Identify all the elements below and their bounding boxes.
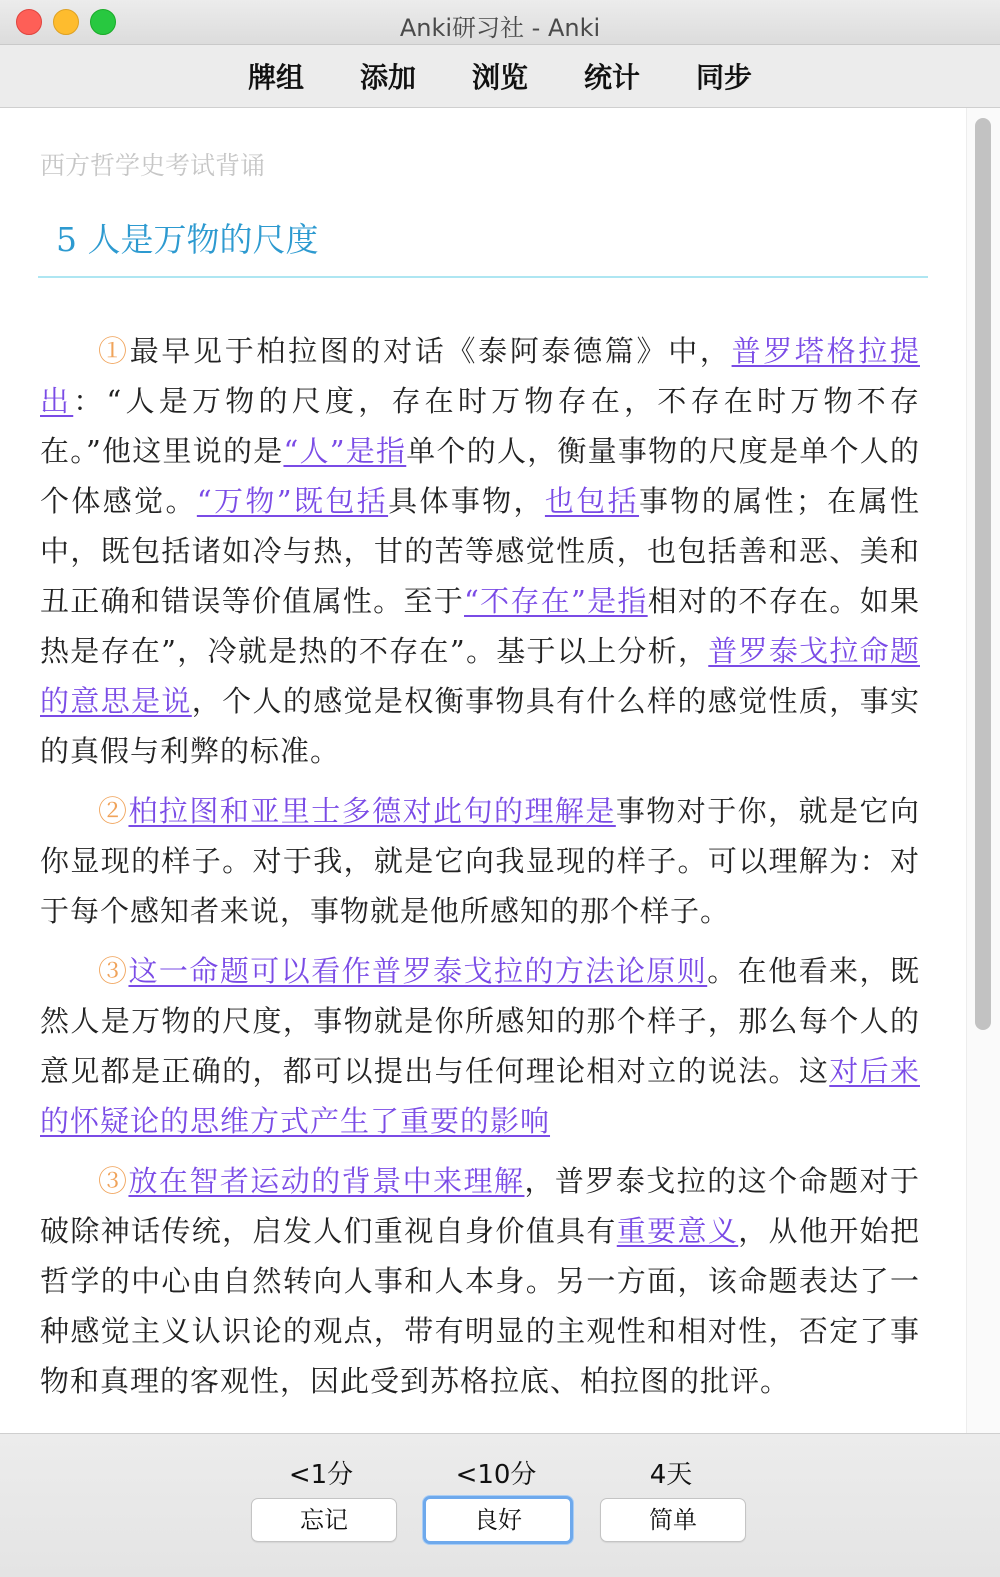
interval-easy: 4天 — [649, 1460, 693, 1490]
paragraph-number: ② — [98, 794, 129, 828]
answer-bar — [0, 1433, 1000, 1577]
window-title: Anki研习社 - Anki — [399, 14, 601, 42]
toolbar-stats[interactable]: 统计 — [583, 61, 640, 94]
easy-button[interactable]: 简单 — [600, 1498, 746, 1542]
highlighted-keyphrase: 柏拉图和亚里士多德对此句的理解是 — [128, 794, 616, 828]
again-button[interactable]: 忘记 — [251, 1498, 397, 1542]
paragraph-text: ，从他开始把哲学的中心由自然转向人事和人本身。另一方面，该命题表达了一种感觉主义认识论的观点，带有明显的主观性和相对性，否定了事物和真理的客观性，因此受到苏格拉底、柏拉图的批评。 — [40, 1214, 920, 1398]
good-button[interactable]: 良好 — [423, 1496, 573, 1544]
toolbar-sync[interactable]: 同步 — [695, 61, 752, 94]
heading-divider — [38, 276, 928, 278]
card-paragraph — [40, 1156, 920, 1406]
paragraph-number: ① — [98, 334, 130, 368]
paragraph-number: ③ — [98, 1164, 129, 1198]
highlighted-keyphrase: 也包括 — [544, 484, 640, 518]
highlighted-keyphrase: 放在智者运动的背景中来理解 — [128, 1164, 525, 1198]
card-body — [40, 326, 920, 1416]
interval-good: <10分 — [455, 1460, 537, 1490]
toolbar-decks[interactable]: 牌组 — [247, 61, 304, 94]
highlighted-keyphrase: “万物”既包括 — [196, 484, 389, 518]
toolbar-browse[interactable]: 浏览 — [471, 61, 528, 94]
content-scrollbar[interactable] — [966, 108, 1000, 1433]
highlighted-keyphrase: 这一命题可以看作普罗泰戈拉的方法论原则 — [128, 954, 708, 988]
paragraph-text: ，普罗泰戈拉的这个命题对于破除神话传统，启发人们重视自身价值具有 — [40, 1164, 920, 1248]
highlighted-keyphrase: 重要意义 — [616, 1214, 739, 1248]
card-paragraph — [40, 786, 920, 936]
title-bar — [0, 0, 1000, 45]
paragraph-text: 事物对于你，就是它向你显现的样子。对于我，就是它向我显现的样子。可以理解为：对于每个感知者来说，事物就是他所感知的那个样子。 — [40, 794, 920, 928]
highlighted-keyphrase: 普罗泰戈拉命题的意思是说 — [40, 634, 920, 718]
paragraph-number: ③ — [98, 954, 129, 988]
highlighted-keyphrase: 普罗塔格拉提出 — [40, 334, 920, 418]
paragraph-text: 具体事物， — [388, 484, 545, 518]
paragraph-text: ：“人是万物的尺度，存在时万物存在，不存在时万物不存在。”他这里说的是 — [40, 384, 920, 468]
deck-name: 西方哲学史考试背诵 — [40, 151, 266, 180]
paragraph-text: 相对的不存在。如果热是存在”，冷就是热的不存在”。基于以上分析， — [40, 584, 920, 668]
scrollbar-thumb[interactable] — [975, 118, 991, 1030]
paragraph-text: 最早见于柏拉图的对话《泰阿泰德篇》中， — [129, 334, 732, 368]
card-content — [0, 108, 966, 1433]
interval-again: <1分 — [288, 1460, 354, 1490]
highlighted-keyphrase: 对后来的怀疑论的思维方式产生了重要的影响 — [40, 1054, 920, 1138]
highlighted-keyphrase: “人”是指 — [283, 434, 407, 468]
card-paragraph — [40, 326, 920, 776]
paragraph-text: ，个人的感觉是权衡事物具有什么样的感觉性质，事实的真假与利弊的标准。 — [40, 684, 920, 768]
toolbar-add[interactable]: 添加 — [359, 61, 416, 94]
paragraph-text: 单个的人，衡量事物的尺度是单个人的个体感觉。 — [40, 434, 920, 518]
card-paragraph — [40, 946, 920, 1146]
main-toolbar — [0, 45, 1000, 108]
paragraph-text: 事物的属性；在属性中，既包括诸如冷与热，甘的苦等感觉性质，也包括善和恶、美和丑正确和错误等价值属性。至于 — [40, 484, 920, 618]
paragraph-text: 。在他看来，既然人是万物的尺度，事物就是你所感知的那个样子，那么每个人的意见都是正确的，都可以提出与任何理论相对立的说法。这 — [40, 954, 920, 1088]
highlighted-keyphrase: “不存在”是指 — [464, 584, 648, 618]
card-heading: 5 人是万物的尺度 — [56, 220, 319, 259]
